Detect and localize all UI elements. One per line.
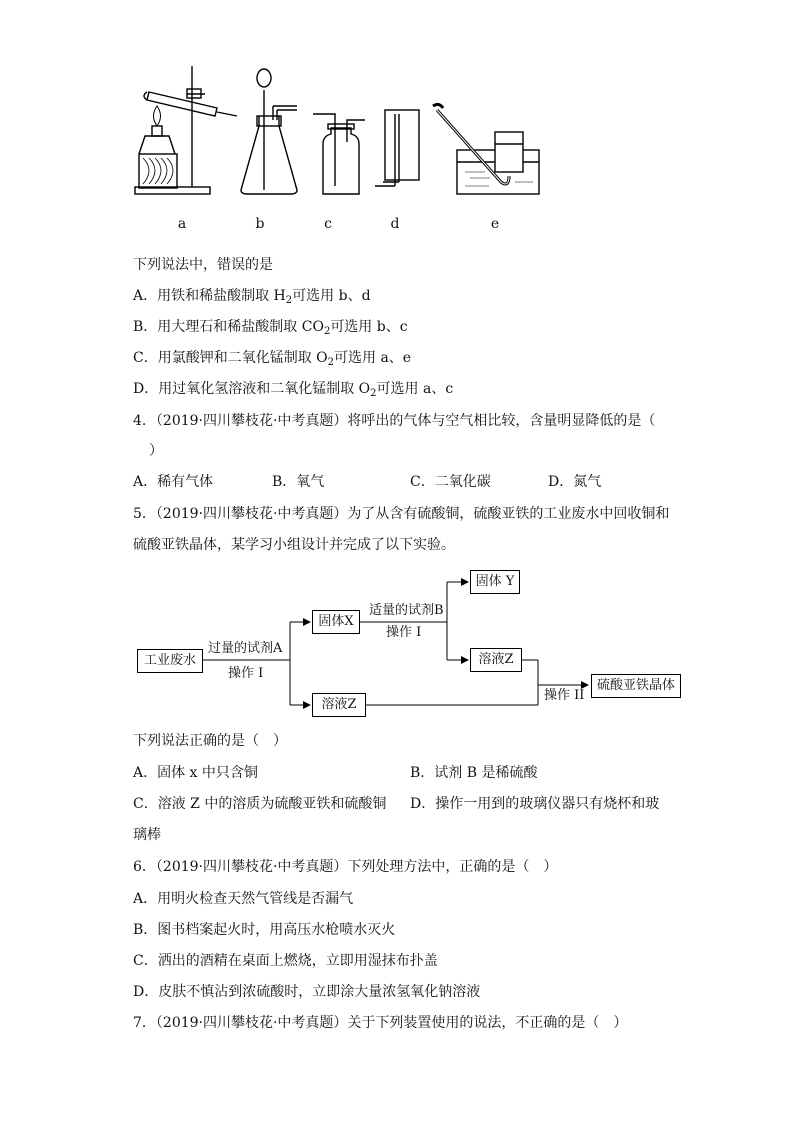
- q5-option-c: C．溶液 Z 中的溶质为硫酸亚铁和硫酸铜: [133, 796, 387, 812]
- flow-box-product: 硫酸亚铁晶体: [591, 674, 681, 698]
- q3-option-b: B．用大理石和稀盐酸制取 $CO_2$可选用 b、c: [133, 319, 408, 337]
- q5-stem-line1: 5．（2019·四川攀枝花·中考真题）为了从含有硫酸铜，硫酸亚铁的工业废水中回收铜和: [133, 506, 670, 522]
- flow-box-industrial-wastewater: 工业废水: [137, 649, 203, 673]
- flow-box-solid-x: 固体X: [312, 610, 360, 634]
- apparatus-b: [241, 69, 297, 194]
- apparatus-c: [313, 114, 365, 194]
- flow-label-op2: 操作 II: [544, 688, 585, 703]
- q3-option-d: D．用过氧化氢溶液和二氧化锰制取 $O_2$可选用 a、c: [133, 381, 454, 399]
- q6-stem: 6．（2019·四川攀枝花·中考真题）下列处理方法中，正确的是（ ）: [133, 859, 558, 875]
- flow-box-solution-z-bottom: 溶液Z: [312, 693, 366, 717]
- q4-option-c: C．二氧化碳: [410, 474, 491, 490]
- q3-option-a: A．用铁和稀盐酸制取 $H_2$可选用 b、d: [133, 288, 371, 306]
- q6-option-b: B．图书档案起火时，用高压水枪喷水灭火: [133, 922, 396, 938]
- q5-option-d-line1: D．操作一用到的玻璃仪器只有烧杯和玻: [410, 796, 660, 812]
- apparatus-label-c: c: [324, 216, 332, 232]
- apparatus-e: [433, 104, 539, 194]
- q5-option-d-line2: 璃棒: [133, 827, 161, 843]
- q4-option-d: D．氮气: [548, 474, 602, 490]
- apparatus-a: [135, 66, 237, 194]
- flow-box-solution-z-top: 溶液Z: [470, 648, 522, 672]
- q5-option-b: B．试剂 B 是稀硫酸: [410, 765, 538, 781]
- apparatus-label-e: e: [490, 216, 500, 232]
- q5-option-a: A．固体 x 中只含铜: [133, 765, 258, 781]
- flow-label-reagent-a: 过量的试剂A: [208, 641, 283, 656]
- q7-stem: 7．（2019·四川攀枝花·中考真题）关于下列装置使用的说法，不正确的是（ ）: [133, 1015, 628, 1031]
- q6-option-d: D．皮肤不慎沾到浓硫酸时，立即涂大量浓氢氧化钠溶液: [133, 984, 481, 1000]
- q3-stem: 下列说法中，错误的是: [133, 257, 273, 273]
- q6-option-a: A．用明火检查天然气管线是否漏气: [133, 891, 354, 907]
- q5-stem-after: 下列说法正确的是（ ）: [133, 733, 287, 749]
- q5-stem-line2: 硫酸亚铁晶体，某学习小组设计并完成了以下实验。: [133, 537, 455, 553]
- flow-box-solid-y: 固体 Y: [470, 570, 520, 594]
- apparatus-d: [375, 110, 419, 186]
- apparatus-label-b: b: [255, 216, 265, 232]
- flow-label-op1-right: 操作 I: [386, 625, 422, 640]
- flow-label-op1-left: 操作 I: [228, 666, 264, 681]
- q4-stem-line1: 4．（2019·四川攀枝花·中考真题）将呼出的气体与空气相比较，含量明显降低的是（: [133, 413, 656, 429]
- q4-option-b: B．氧气: [272, 474, 325, 490]
- q6-option-c: C．洒出的酒精在桌面上燃烧，立即用湿抹布扑盖: [133, 953, 438, 969]
- apparatus-label-d: d: [390, 216, 400, 232]
- q4-option-a: A．稀有气体: [133, 474, 214, 490]
- apparatus-label-a: a: [177, 216, 187, 232]
- flow-label-reagent-b: 适量的试剂B: [369, 603, 444, 618]
- q3-option-c: C．用氯酸钾和二氧化锰制取 $O_2$可选用 a、e: [133, 350, 412, 368]
- apparatus-figure: [125, 62, 555, 212]
- q4-stem-line2: ）: [149, 443, 163, 459]
